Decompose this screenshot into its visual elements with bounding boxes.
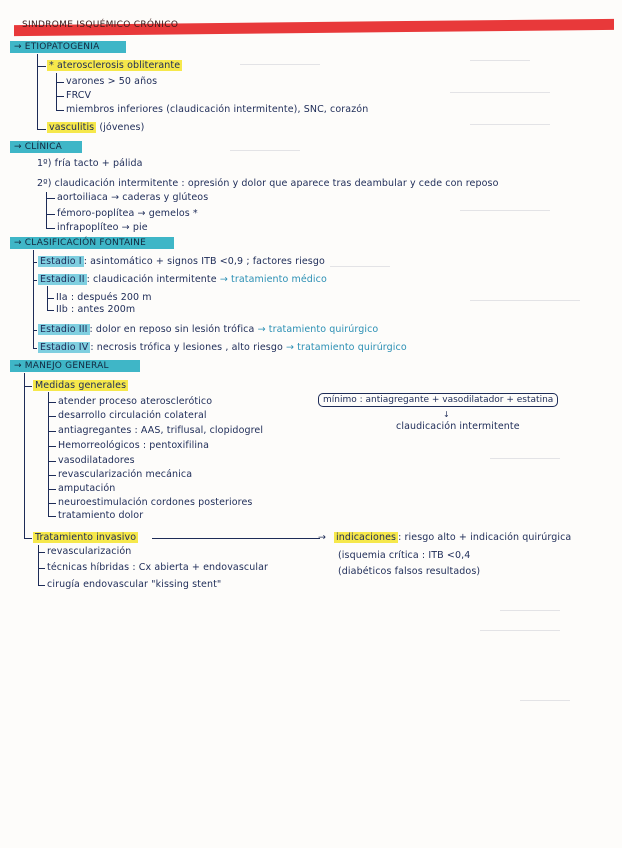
stage-1-text: : asintomático + signos ITB <0,9 ; factores riesgo (83, 256, 325, 267)
stage-4-text: : necrosis trófica y lesiones , alto riesgo (90, 342, 283, 353)
list-item: desarrollo circulación colateral (58, 410, 207, 421)
stage-2-text: : claudicación intermitente (86, 274, 217, 285)
bleed-through (500, 610, 560, 611)
ateros-item (47, 60, 182, 71)
section-clinica: → CLÍNICA (10, 141, 82, 153)
medidas-item (33, 380, 128, 391)
tree-branch (38, 552, 45, 553)
tree-branch (48, 503, 56, 504)
indicaciones-arrow: → (318, 532, 327, 543)
tree-branch (56, 110, 64, 111)
tree-line (56, 73, 57, 110)
bleed-through (470, 124, 550, 125)
tree-branch (47, 298, 54, 299)
list-item: técnicas híbridas : Cx abierta + endovascular (47, 562, 269, 573)
list-item: IIb : antes 200m (56, 304, 136, 315)
tree-branch (48, 402, 56, 403)
page-title: SINDROME ISQUÉMICO CRÓNICO (22, 20, 179, 30)
bleed-through (470, 60, 530, 61)
list-item: antiagregantes : AAS, triflusal, clopidogrel (58, 425, 264, 436)
tree-branch (24, 538, 32, 539)
list-item: revascularización mecánica (58, 469, 193, 480)
stage-4 (38, 342, 407, 353)
stage-4-label: Estadio IV (40, 342, 89, 353)
bleed-through (330, 266, 390, 267)
tree-branch (48, 516, 56, 517)
list-item: Hemorreológicos : pentoxifilina (58, 440, 210, 451)
list-item: neuroestimulación cordones posteriores (58, 497, 253, 508)
stage-3-label: Estadio III (40, 324, 88, 335)
tree-branch (37, 66, 46, 67)
bleed-through (490, 458, 560, 459)
tree-branch (33, 262, 37, 263)
stage-1 (38, 256, 325, 267)
connector-line (152, 538, 320, 539)
bleed-through (460, 210, 550, 211)
list-item: revascularización (47, 546, 132, 557)
vasculitis-label: vasculitis (49, 122, 95, 133)
tree-line (48, 392, 49, 516)
list-item: vasodilatadores (58, 455, 135, 466)
box-arrow: ↓ (443, 410, 450, 419)
list-item: aortoiliaca → caderas y glúteos (57, 192, 209, 203)
tree-line (38, 545, 39, 585)
bleed-through (480, 630, 560, 631)
tree-line (33, 250, 34, 348)
stage-4-arrow: → tratamiento quirúrgico (286, 342, 407, 353)
stage-2-arrow: → tratamiento médico (219, 274, 327, 285)
indicaciones-text: : riesgo alto + indicación quirúrgica (398, 532, 572, 543)
tree-branch (47, 310, 54, 311)
stage-3-arrow: → tratamiento quirúrgico (257, 324, 379, 335)
list-item: tratamiento dolor (58, 510, 144, 521)
vasculitis-item (47, 122, 144, 133)
indicaciones-line-2: (isquemia crítica : ITB <0,4 (338, 550, 471, 561)
minimum-box: mínimo : antiagregante + vasodilatador + estatina (318, 393, 558, 407)
tree-line (24, 373, 25, 538)
medidas-label: Medidas generales (35, 380, 127, 391)
ateros-label: * aterosclerosis obliterante (49, 60, 181, 71)
tree-branch (46, 198, 55, 199)
tree-branch (46, 228, 55, 229)
indicaciones-label: indicaciones (336, 532, 397, 543)
tree-branch (48, 431, 56, 432)
tree-branch (33, 280, 37, 281)
tree-branch (38, 585, 45, 586)
bleed-through (450, 92, 550, 93)
tree-branch (56, 82, 64, 83)
stage-2 (38, 274, 327, 285)
section-manejo: → MANEJO GENERAL (10, 360, 140, 372)
list-item: 1º) fría tacto + pálida (37, 158, 143, 169)
list-item: fémoro-poplítea → gemelos * (57, 208, 198, 219)
tree-branch (33, 348, 37, 349)
list-item: atender proceso aterosclerótico (58, 396, 213, 407)
stage-2-label: Estadio II (40, 274, 85, 285)
list-item: IIa : después 200 m (56, 292, 152, 303)
section-fontaine: → CLASIFICACIÓN FONTAINE (10, 237, 174, 249)
list-item: miembros inferiores (claudicación intermitente), SNC, corazón (66, 104, 369, 115)
list-item: amputación (58, 483, 116, 494)
list-item: 2º) claudicación intermitente : opresión y dolor que aparece tras deambular y cede con reposo (37, 178, 499, 189)
section-etiopatogenia: → ETIOPATOGENIA (10, 41, 126, 53)
stage-3 (38, 324, 378, 335)
tree-branch (38, 568, 45, 569)
bleed-through (240, 64, 320, 65)
tree-branch (24, 386, 32, 387)
stage-1-label: Estadio I (40, 256, 82, 267)
tree-branch (48, 475, 56, 476)
list-item: FRCV (66, 90, 92, 101)
indicaciones-line-3: (diabéticos falsos resultados) (338, 566, 481, 577)
invasivo-label: Tratamiento invasivo (35, 532, 137, 543)
tree-branch (48, 461, 56, 462)
bleed-through (520, 700, 570, 701)
bleed-through (470, 300, 580, 301)
tree-branch (48, 416, 56, 417)
list-item: varones > 50 años (66, 76, 158, 87)
bleed-through (230, 150, 300, 151)
list-item: infrapoplíteo → pie (57, 222, 148, 233)
tree-branch (48, 446, 56, 447)
stage-3-text: : dolor en reposo sin lesión trófica (89, 324, 255, 335)
tree-branch (33, 330, 37, 331)
box-note: claudicación intermitente (396, 421, 520, 432)
tree-branch (48, 489, 56, 490)
invasivo-item (33, 532, 138, 543)
list-item: cirugía endovascular "kissing stent" (47, 579, 222, 590)
indicaciones-item (334, 532, 571, 543)
tree-branch (37, 129, 46, 130)
tree-branch (46, 214, 55, 215)
tree-branch (56, 96, 64, 97)
vasculitis-note: (jóvenes) (99, 122, 145, 133)
